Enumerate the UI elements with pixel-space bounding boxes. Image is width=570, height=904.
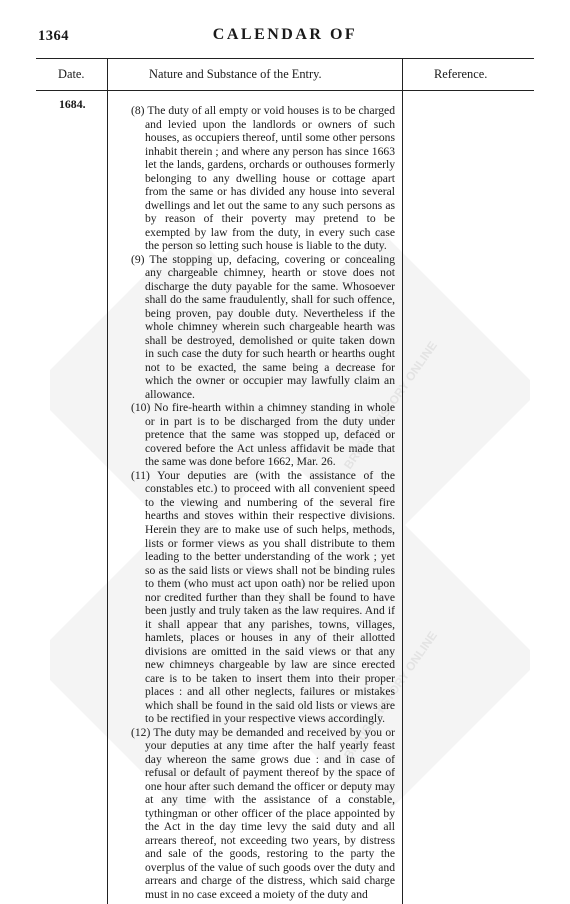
- table-top-rule: [36, 58, 534, 59]
- entry-text: Your deputies are (with the assistance of the constables etc.) to proceed with all convenient speed to the viewing and numbering of the several fire hearths and stoves within their respective divisions. Herein they are to make use of such helps, methods, lists or former views as you shall distribute to them leading to the better understanding of the work ; yet so as the said lists or views shall not be binding rules to them (who must act upon oath) nor be relied upon nor credited further than they shall be found to have been justly and truly taken as the law requires. And if it shall appear that any parishes, towns, villages, hamlets, places or houses in any of their allotted divisions are omitted in the said views or that any new chimneys chargeable by law are since erected care is to be taken to insert them into their proper places : and all other neglects, failures or mistakes which shall be found in the said old lists or views are to be rectified in your respective views accordingly.: [145, 468, 396, 726]
- watermark-text: BRITISH HISTORY ONLINE: [340, 338, 440, 472]
- entry-text: The stopping up, defacing, covering or concealing any chargeable chimney, hearth or stove does not discharge the duty payable for the same. Whosoever shall do the same fraudulently, shall for such offence, being proven, pay double duty. Nevertheless if the whole chimney wherein such chargeable hearth was shall be destroyed, demolished or quite taken down in such case the duty for such hearth or hearths ought not to be exacted, the same being a decrease for which the owner or occupier may lawfully claim an allowance.: [145, 252, 395, 401]
- entry-number: (12): [131, 725, 151, 739]
- entry-list: [131, 104, 395, 901]
- entry-number: (8): [131, 104, 145, 117]
- running-title: CALENDAR OF: [212, 26, 358, 43]
- page-number: 1364: [38, 28, 69, 44]
- entry-item: [131, 104, 395, 253]
- entry-text: No fire-hearth within a chimney standing in whole or in part is to be discharged from the duty under pretence that the same was stopped up, defaced or covered before the Act unless affidavit be made that the same was done before 1662, Mar. 26.: [145, 401, 395, 469]
- column-header-nature: Nature and Substance of the Entry.: [149, 67, 322, 81]
- entry-year: 1684.: [59, 97, 86, 111]
- entry-item: [131, 726, 395, 902]
- entry-item: [131, 253, 395, 402]
- entry-item: [131, 469, 395, 726]
- entry-item: [131, 401, 395, 469]
- entry-text: The duty of all empty or void houses is to be charged and levied upon the landlords or owners of such houses, as occupiers thereof, until some other persons inhabit therein ; and where any person has since 1663 let the lands, gardens, orchards or outhouses formerly belonging to any dwelling house or cottage apart from the same or has divided any house into several dwellings and let out the same to any such persons as by reason of their poverty may pretend to be exempted by law from the duty, in every such case the person so letting such house is liable to the duty.: [145, 104, 395, 253]
- table-header-rule: [36, 90, 534, 91]
- column-divider-right: [402, 58, 403, 904]
- watermark-text: BRITISH HISTORY ONLINE: [340, 628, 440, 762]
- entry-number: (11): [131, 468, 150, 482]
- column-header-reference: Reference.: [434, 67, 488, 81]
- column-header-date: Date.: [58, 67, 85, 81]
- column-divider-left: [107, 58, 108, 904]
- entry-number: (10): [131, 401, 151, 415]
- entry-number: (9): [131, 252, 145, 266]
- entry-text: The duty may be demanded and received by you or your deputies at any time after the half yearly feast day whereon the same grows due : and in case of refusal or default of payment thereof by the space of one hour after such demand the officer or deputy may at any time with the assistance of a constable, tythingman or other officer of the place appointed by the Act in the day time levy the said duty and all arrears thereof, not exceeding two years, by distress and sale of the goods, restoring to the party the overplus of the value of such goods over the duty and arrears and charge of the distress, which said charge must in no case exceed a moiety of the duty and: [145, 725, 395, 901]
